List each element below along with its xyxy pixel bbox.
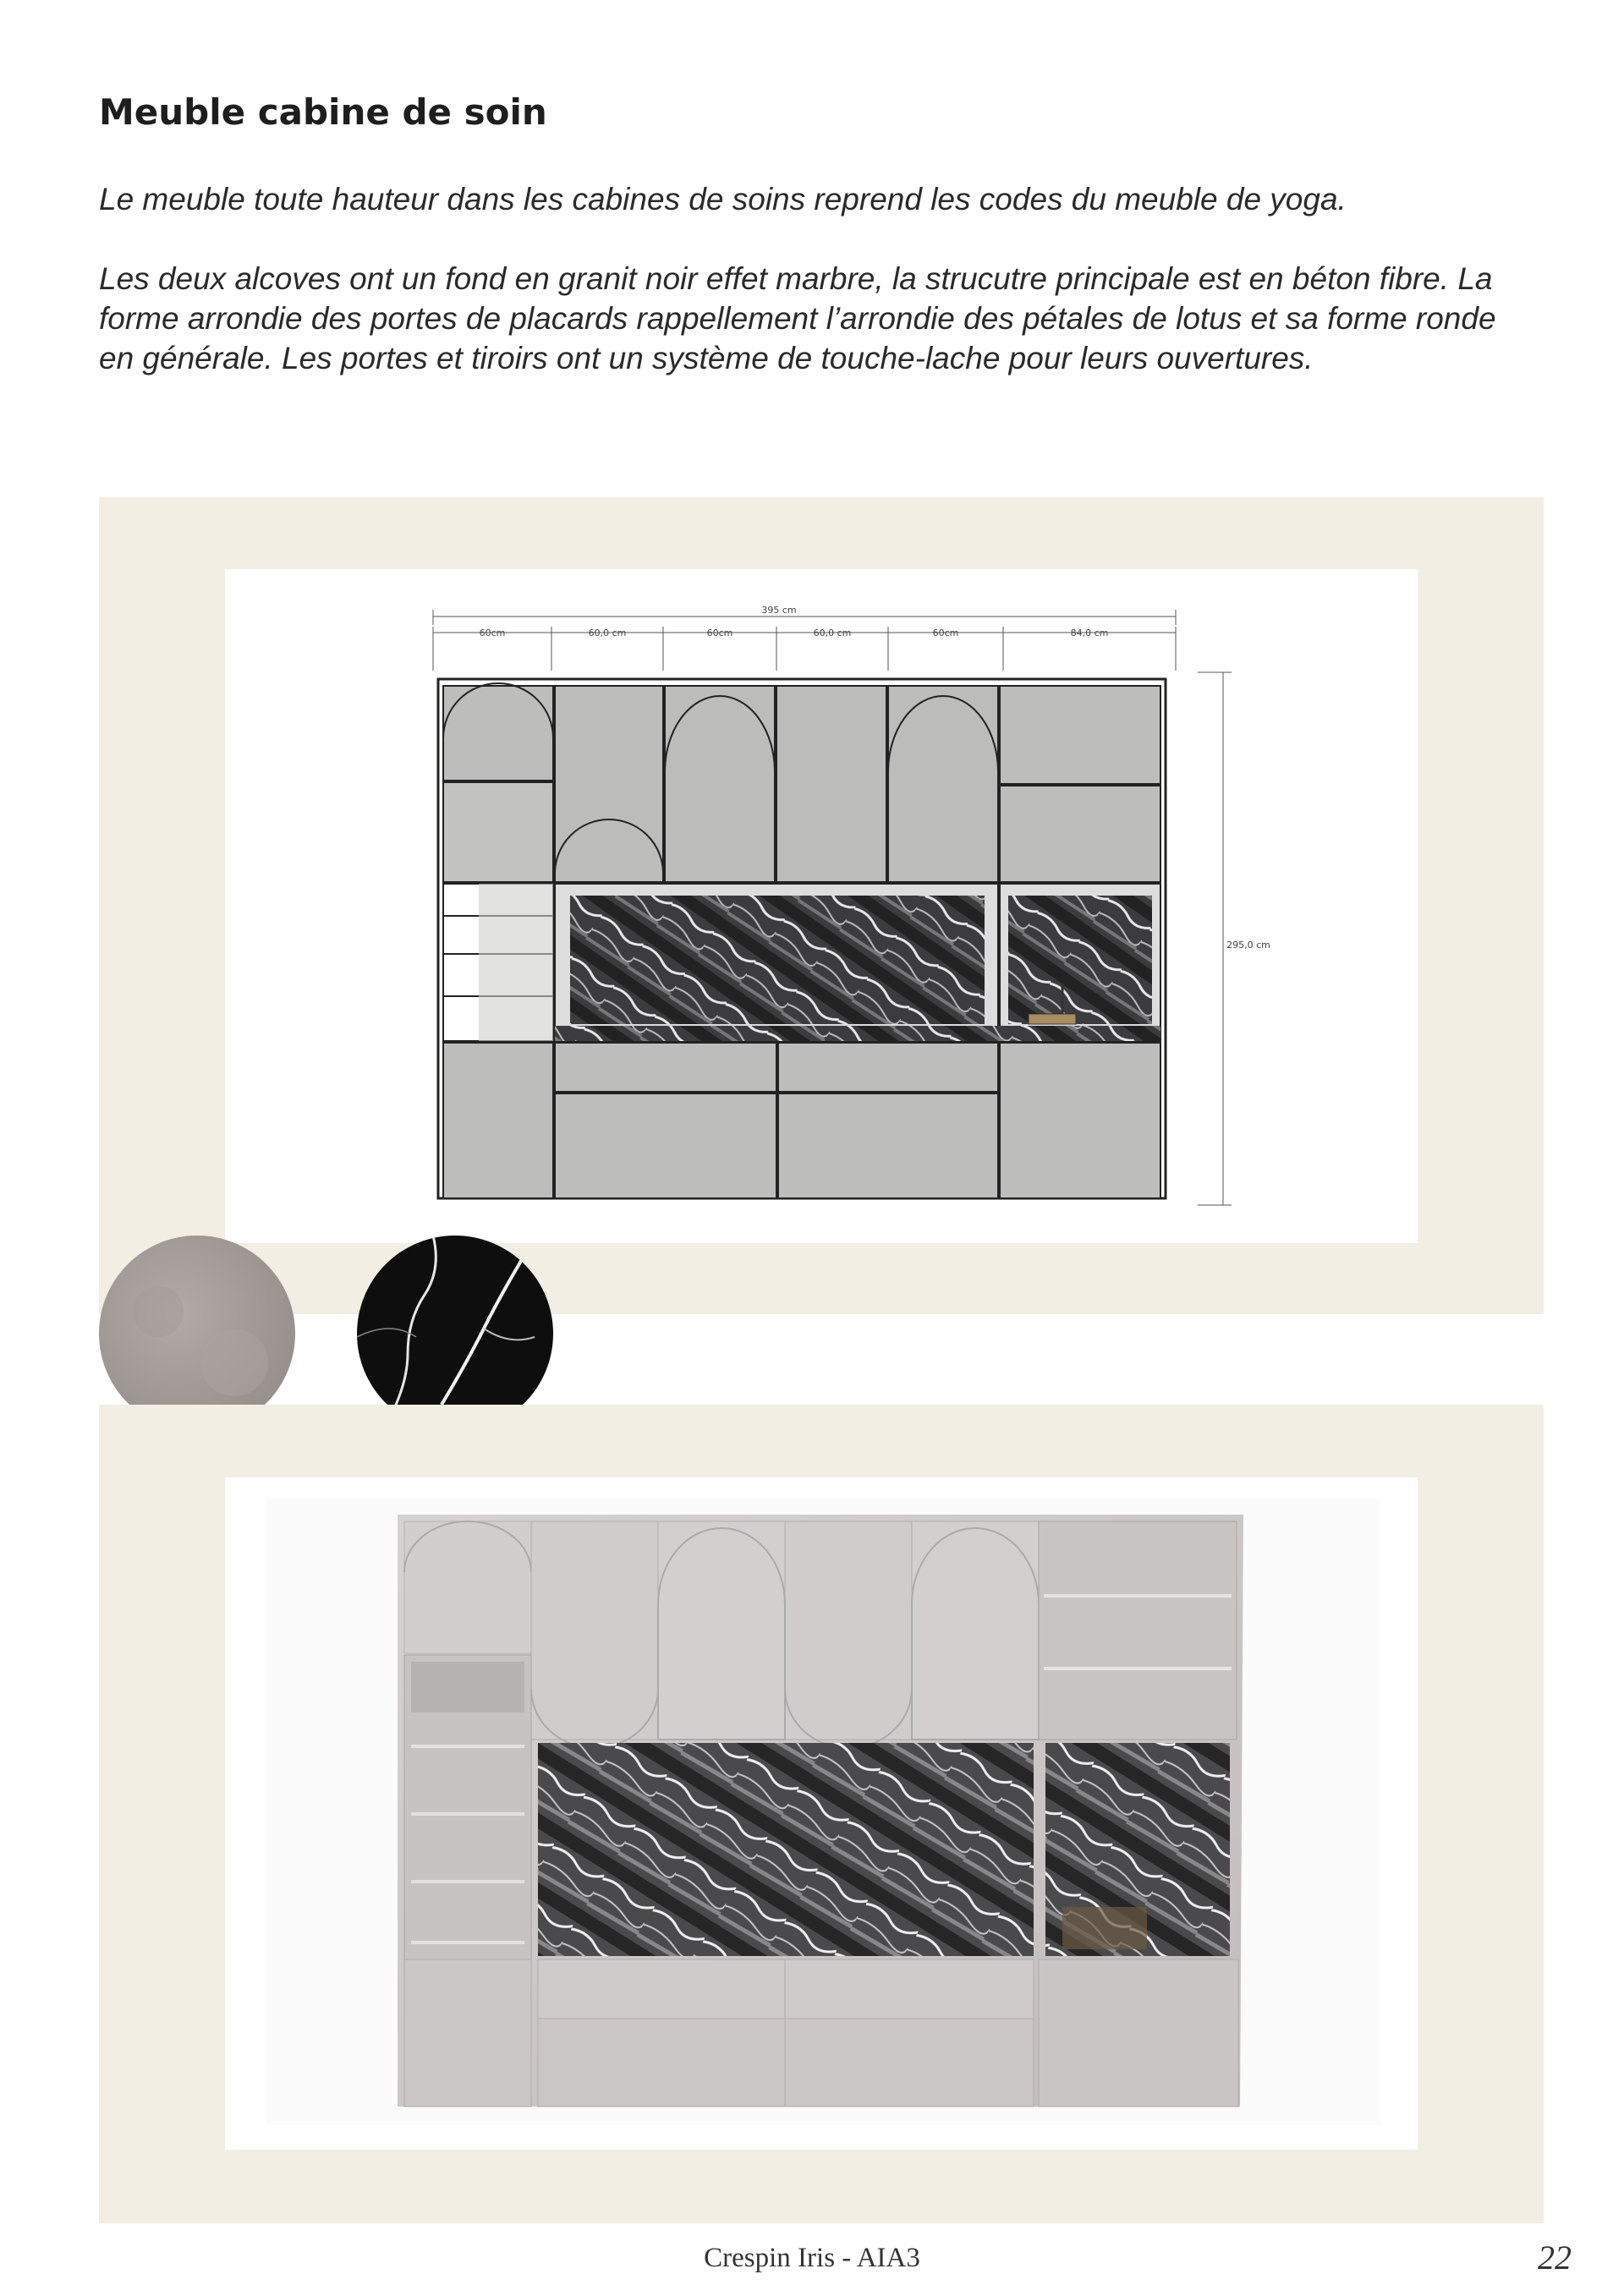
page-number: 22 [1538,2238,1572,2277]
dim-segment-2: 60,0 cm [588,627,627,638]
technical-drawing-card [225,569,1418,1243]
dim-segment-6: 84,0 cm [1070,627,1109,638]
dim-segment-5: 60cm [932,627,959,638]
intro-paragraph: Le meuble toute hauteur dans les cabines de soins reprend les codes du meuble de yoga. [99,182,1347,216]
cabinet-render [225,1477,1418,2150]
dim-height: 295,0 cm [1226,940,1270,951]
dim-segment-4: 60,0 cm [813,627,852,638]
description-paragraph: Les deux alcoves ont un fond en granit noir effet marbre, la strucutre principale est en béton fibre. La forme arrondie des portes de placards rappellement l’arrondie des pétales de lotus et sa forme ronde en générale. Les portes et tiroirs ont un système de touche-lache pour leurs ouvertures. [99,261,1496,375]
granit-swatch [357,1236,553,1432]
beton-swatch [99,1236,295,1432]
render-card [225,1477,1418,2150]
footer-author: Crespin Iris - AIA3 [704,2243,920,2273]
dim-segment-1: 60cm [479,627,506,638]
page-title: Meuble cabine de soin [99,91,547,133]
technical-drawing [225,569,1418,1243]
dim-total-width: 395 cm [761,605,797,616]
dim-segment-3: 60cm [706,627,733,638]
